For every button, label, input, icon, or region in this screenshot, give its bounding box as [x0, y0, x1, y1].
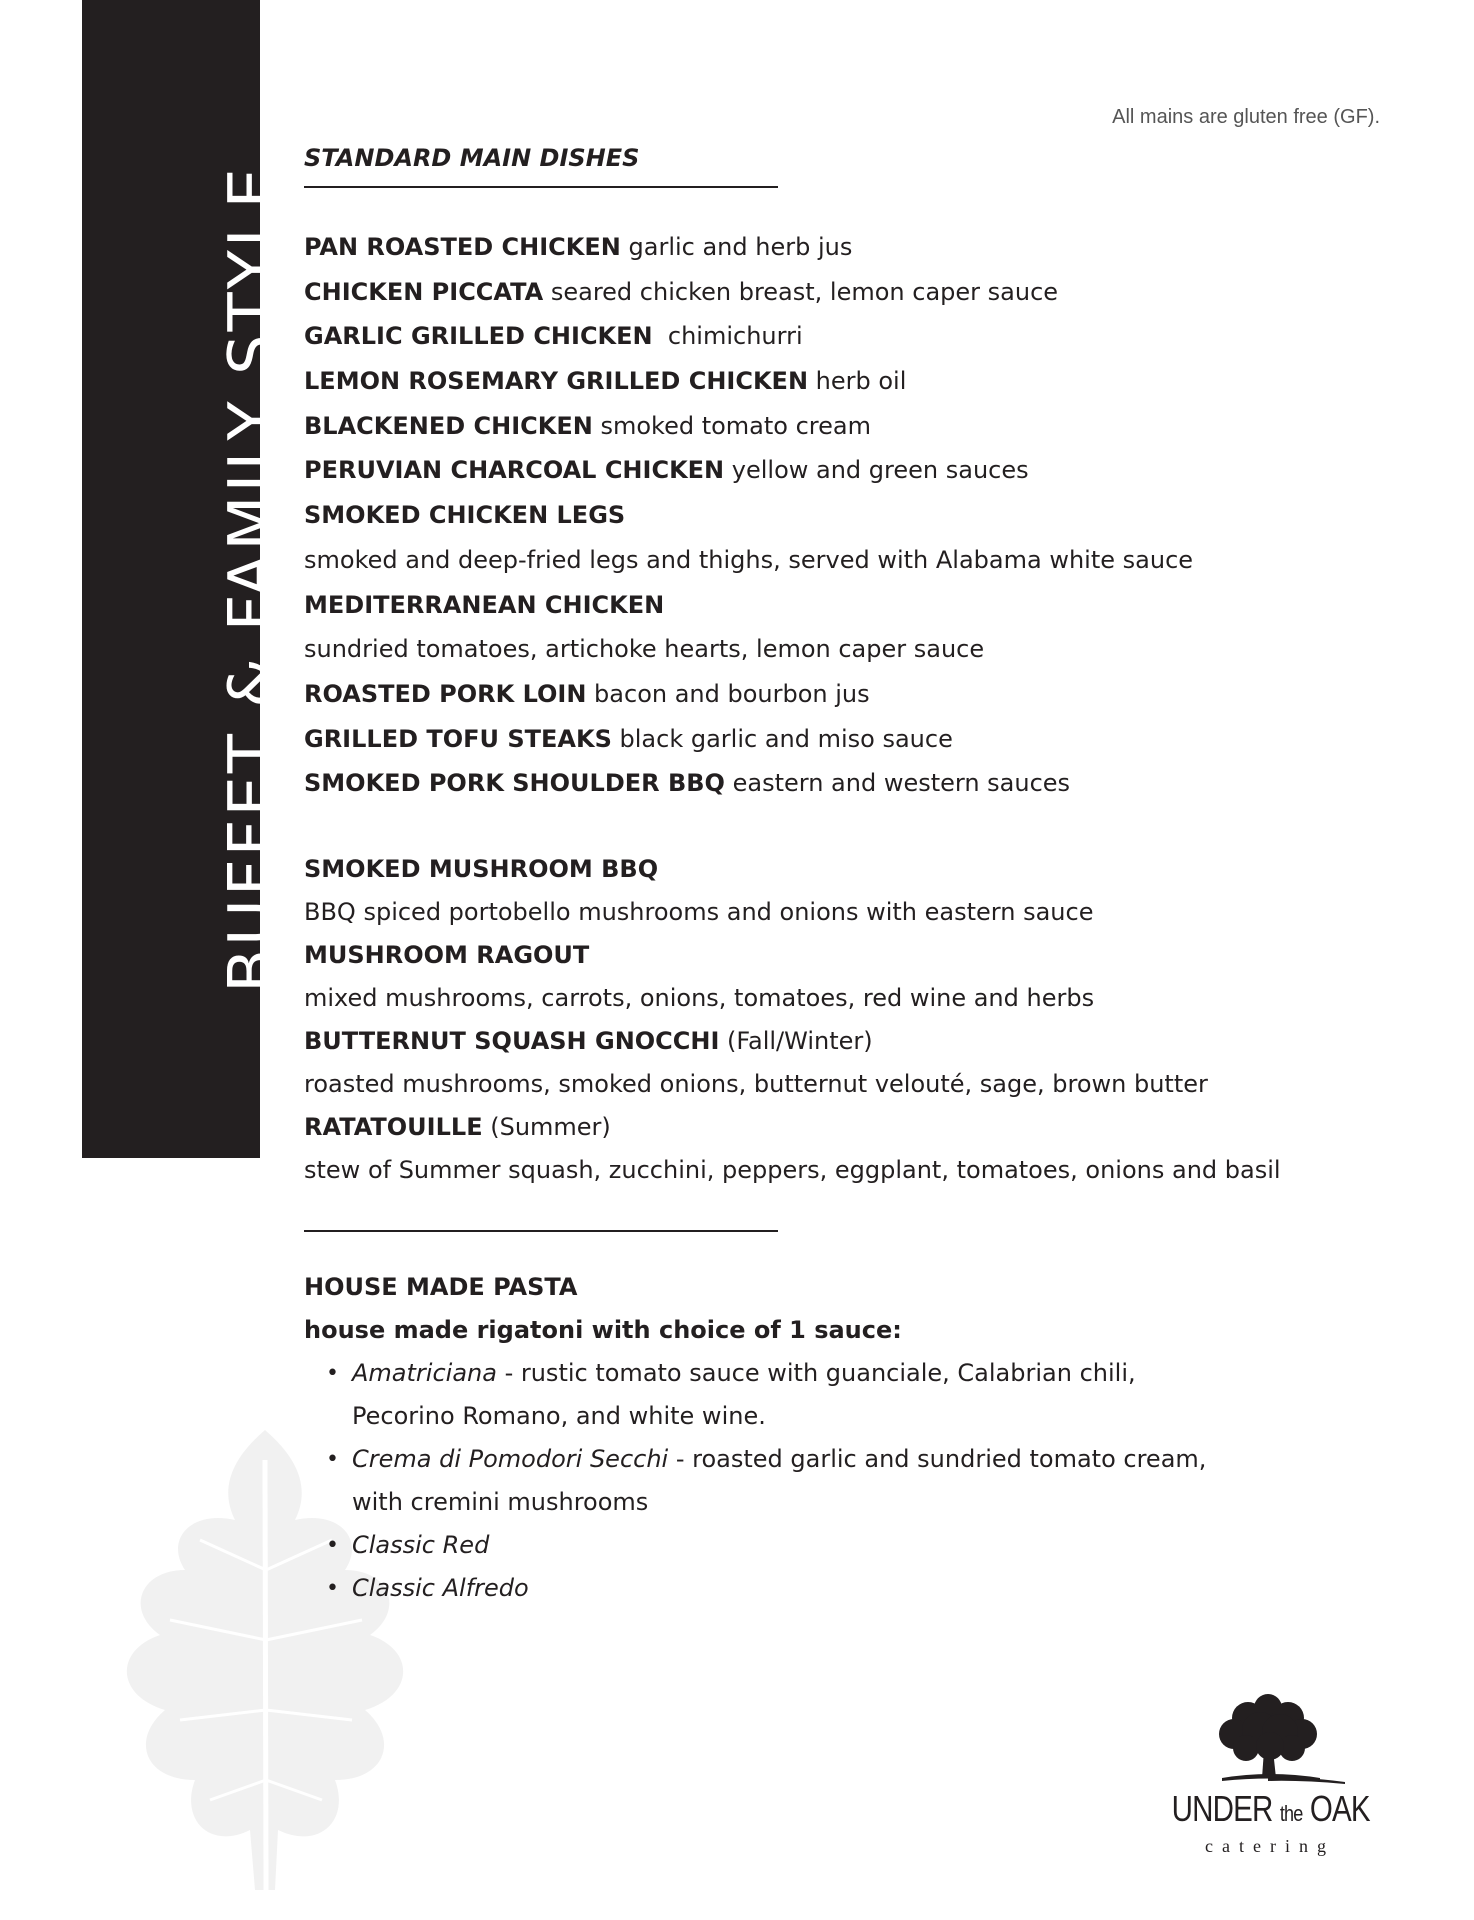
dish-line: [304, 672, 1404, 717]
dish-line: [304, 583, 1404, 628]
dish-desc: garlic and herb jus: [620, 233, 853, 261]
group-spacer: [304, 806, 1404, 848]
dish-name: BUTTERNUT SQUASH GNOCCHI: [304, 1026, 720, 1055]
section-heading: STANDARD MAIN DISHES: [304, 144, 640, 172]
dish-desc: roasted mushrooms, smoked onions, butternut velouté, sage, brown butter: [304, 1069, 1208, 1098]
dish-name: MEDITERRANEAN CHICKEN: [304, 590, 665, 619]
pasta-subtitle: house made rigatoni with choice of 1 sauce:: [304, 1315, 902, 1344]
section-divider: [304, 1230, 778, 1232]
gluten-free-note: All mains are gluten free (GF).: [1112, 106, 1380, 128]
dish-name: SMOKED PORK SHOULDER BBQ: [304, 769, 725, 798]
dish-line: [304, 270, 1404, 315]
sauce-option: [326, 1567, 1404, 1610]
dish-desc: smoked tomato cream: [592, 411, 871, 440]
dish-line: [304, 404, 1404, 449]
sauce-option: [326, 1524, 1404, 1567]
dish-line: [304, 359, 1404, 404]
sidebar-title: BUFFET & FAMILY STYLE: [216, 165, 290, 993]
dish-desc: chimichurri: [652, 322, 803, 351]
dish-desc: smoked and deep-fried legs and thighs, served with Alabama white sauce: [304, 545, 1194, 574]
dish-name: CHICKEN PICCATA: [304, 277, 544, 306]
dish-desc: eastern and western sauces: [724, 769, 1071, 798]
sauce-name: Classic Red: [352, 1530, 490, 1559]
dish-desc: sundried tomatoes, artichoke hearts, lemon caper sauce: [304, 635, 985, 664]
pasta-section: [304, 1266, 1404, 1610]
dish-name: RATATOUILLE: [304, 1112, 483, 1141]
dish-name: PERUVIAN CHARCOAL CHICKEN: [304, 456, 725, 485]
dish-line: [304, 448, 1404, 493]
heading-rule: [304, 186, 778, 188]
dish-name: GARLIC GRILLED CHICKEN: [304, 322, 653, 351]
logo-wordmark: [1172, 1788, 1369, 1830]
dish-name: SMOKED CHICKEN LEGS: [304, 501, 626, 530]
dish-name: MUSHROOM RAGOUT: [304, 940, 590, 969]
dish-name: ROASTED PORK LOIN: [304, 679, 587, 708]
dish-line: [304, 934, 1404, 977]
dish-desc: stew of Summer squash, zucchini, peppers, eggplant, tomatoes, onions and basil: [304, 1155, 1281, 1184]
dish-desc: yellow and green sauces: [724, 456, 1029, 485]
dish-line: [304, 1106, 1404, 1149]
sauce-name: Amatriciana: [352, 1358, 497, 1387]
sidebar-banner: [82, 0, 290, 1158]
dish-line: [304, 1020, 1404, 1063]
sauce-name: Classic Alfredo: [352, 1573, 529, 1602]
dish-desc: seared chicken breast, lemon caper sauce: [543, 277, 1059, 306]
dish-list-vegetarian: [304, 848, 1404, 1192]
sauce-option: [326, 1438, 1404, 1524]
dish-line: [304, 538, 1404, 583]
menu-content: [304, 140, 1404, 1610]
sauce-desc-cont: Pecorino Romano, and white wine.: [352, 1401, 766, 1430]
pasta-title: HOUSE MADE PASTA: [304, 1272, 578, 1301]
sauce-desc: - roasted garlic and sundried tomato cream,: [668, 1444, 1207, 1473]
dish-desc: (Summer): [482, 1112, 611, 1141]
dish-name: PAN ROASTED CHICKEN: [304, 233, 621, 261]
dish-line: [304, 627, 1404, 672]
dish-line: [304, 977, 1404, 1020]
oak-tree-icon: [1150, 1690, 1390, 1790]
dish-line: [304, 314, 1404, 359]
dish-name: BLACKENED CHICKEN: [304, 411, 593, 440]
sauce-list: [304, 1352, 1404, 1610]
logo-word-under: UNDER: [1171, 1788, 1280, 1829]
dish-line: [304, 493, 1404, 538]
dish-line: [304, 1149, 1404, 1192]
dish-line: [304, 225, 1404, 270]
dish-desc: (Fall/Winter): [719, 1026, 873, 1055]
dish-name: LEMON ROSEMARY GRILLED CHICKEN: [304, 367, 809, 396]
dish-line: [304, 848, 1404, 891]
dish-desc: mixed mushrooms, carrots, onions, tomatoes, red wine and herbs: [304, 983, 1095, 1012]
dish-desc: bacon and bourbon jus: [586, 679, 870, 708]
sauce-name: Crema di Pomodori Secchi: [352, 1444, 669, 1473]
sauce-option: [326, 1352, 1404, 1438]
company-logo: [1150, 1690, 1390, 1860]
logo-word-oak: OAK: [1302, 1788, 1370, 1829]
dish-desc: herb oil: [808, 367, 907, 396]
dish-line: [304, 891, 1404, 934]
sauce-desc-cont: with cremini mushrooms: [352, 1487, 649, 1516]
dish-desc: BBQ spiced portobello mushrooms and onions with eastern sauce: [304, 897, 1094, 926]
logo-tagline: catering: [1205, 1836, 1335, 1856]
dish-name: SMOKED MUSHROOM BBQ: [304, 854, 659, 883]
dish-line: [304, 717, 1404, 762]
dish-line: [304, 1063, 1404, 1106]
logo-word-the: the: [1279, 1801, 1303, 1826]
dish-list-main: [304, 225, 1404, 806]
dish-name: GRILLED TOFU STEAKS: [304, 724, 612, 753]
sauce-desc: - rustic tomato sauce with guanciale, Calabrian chili,: [496, 1358, 1136, 1387]
dish-desc: black garlic and miso sauce: [611, 724, 953, 753]
dish-line: [304, 761, 1404, 806]
